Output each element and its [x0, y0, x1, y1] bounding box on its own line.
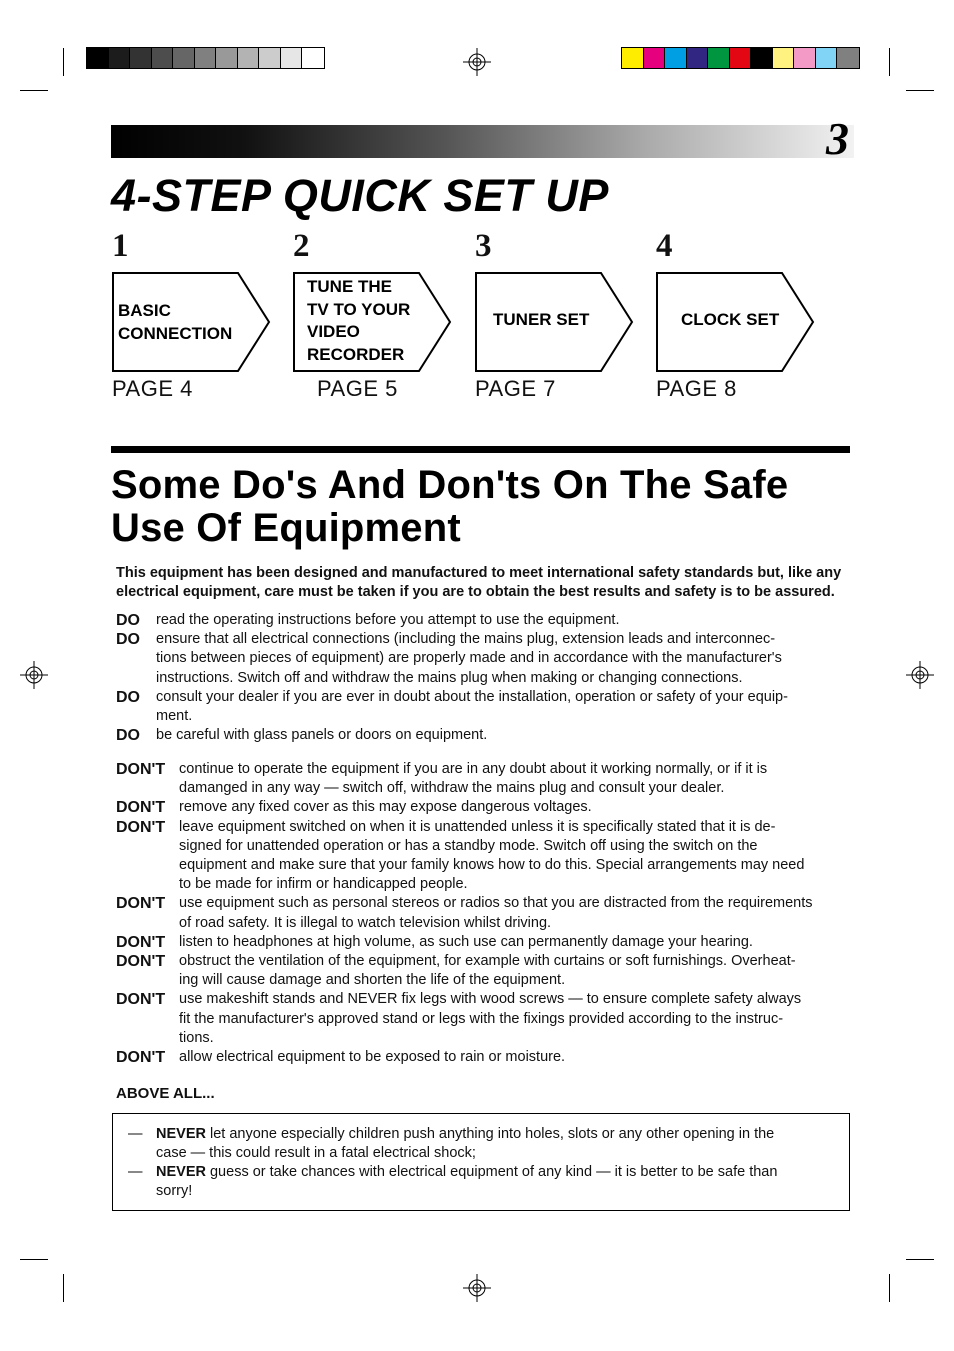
- dont-text-line: tions.: [179, 1029, 214, 1046]
- intro-paragraph: This equipment has been designed and manufactured to meet international safety standards but, like any electrical equipment, care must be taken if you are to obtain the best results and safety is to be assured.: [116, 565, 842, 600]
- step-label: TUNE THE TV TO YOUR VIDEO RECORDER: [307, 277, 411, 364]
- step-arrow-box: [293, 272, 453, 372]
- color-swatch: [109, 48, 131, 68]
- do-label: DO: [116, 631, 140, 649]
- step-arrow-box: [112, 272, 272, 372]
- do-text-line: ment.: [156, 708, 193, 724]
- color-swatch: [87, 48, 109, 68]
- warning-notice-box: — NEVER let anyone especially children push anything into holes, slots or any other opening in the case — this could result in a fatal electrical shock; — NEVER guess or take chances with electrical equipment of any kind — it is better to be safe than sorry!: [112, 1113, 850, 1211]
- dont-label: DON'T: [116, 799, 166, 817]
- color-swatch: [259, 48, 281, 68]
- crop-mark: [889, 1274, 890, 1302]
- crop-mark: [906, 90, 934, 91]
- dont-text-line: signed for unattended operation or has a standby mode. Switch off using the switch on the: [179, 837, 758, 854]
- step-arrow-box: [475, 272, 635, 372]
- step-page-ref: PAGE 4: [112, 376, 193, 401]
- color-swatch: [708, 48, 730, 68]
- color-swatch: [152, 48, 174, 68]
- section-divider: [111, 446, 850, 453]
- do-text-line: ensure that all electrical connections (including the mains plug, extension leads and interconnec-: [156, 631, 776, 648]
- step-arrow-box: [656, 272, 816, 372]
- color-swatch: [302, 48, 324, 68]
- page-title: 4-STEP QUICK SET UP: [111, 170, 609, 221]
- color-swatch: [281, 48, 303, 68]
- step-page-ref: PAGE 8: [656, 376, 737, 401]
- color-swatch: [216, 48, 238, 68]
- dont-text-line: leave equipment switched on when it is unattended unless it is specifically stated that it is de-: [179, 818, 776, 835]
- dont-label: DON'T: [116, 1049, 166, 1066]
- dont-text-line: use makeshift stands and NEVER fix legs with wood screws — to ensure complete safety always: [179, 991, 802, 1008]
- do-text-line: be careful with glass panels or doors on equipment.: [156, 727, 488, 744]
- dont-text-line: remove any fixed cover as this may expose dangerous voltages.: [179, 799, 592, 816]
- section-title: Some Do's And Don'ts On The Safe Use Of Equipment: [111, 463, 789, 550]
- step-number: 2: [293, 228, 310, 264]
- do-text-line: consult your dealer if you are ever in doubt about the installation, operation or safety of your equip-: [156, 688, 788, 705]
- color-swatch: [837, 48, 859, 68]
- crop-mark: [20, 90, 48, 91]
- dont-label: DON'T: [116, 991, 166, 1009]
- step-label: CLOCK SET: [681, 310, 780, 329]
- step-number: 3: [475, 228, 492, 264]
- dont-text-line: damanged in any way — switch off, withdraw the mains plug and consult your dealer.: [179, 780, 725, 797]
- step-label: TUNER SET: [493, 310, 590, 329]
- color-swatch: [773, 48, 795, 68]
- dont-text-line: of road safety. It is illegal to watch television whilst driving.: [179, 914, 552, 931]
- crop-mark: [63, 48, 64, 76]
- step-page-ref: PAGE 7: [475, 376, 556, 401]
- color-swatch: [622, 48, 644, 68]
- page-number: 3: [826, 113, 849, 164]
- color-swatch: [816, 48, 838, 68]
- step-number: 4: [656, 228, 673, 264]
- registration-mark-icon: [20, 661, 48, 689]
- color-calibration-bar: [621, 47, 860, 69]
- dont-text-line: to be made for infirm or handicapped people.: [179, 876, 468, 893]
- dont-label: DON'T: [116, 895, 166, 913]
- dont-label: DON'T: [116, 818, 166, 836]
- crop-mark: [906, 1259, 934, 1260]
- crop-mark: [20, 1259, 48, 1260]
- dont-text-line: allow electrical equipment to be exposed to rain or moisture.: [179, 1049, 566, 1065]
- do-text-line: instructions. Switch off and withdraw the mains plug when making or changing connections.: [156, 669, 743, 686]
- color-swatch: [173, 48, 195, 68]
- dont-text-line: equipment and make sure that your family knows how to do this. Special arrangements may need: [179, 857, 805, 873]
- header-gradient-band: [111, 125, 854, 158]
- step-label: BASIC CONNECTION: [118, 301, 233, 343]
- gray-scale-bar: [86, 47, 325, 69]
- do-label: DO: [116, 688, 140, 706]
- do-text-line: tions between pieces of equipment) are properly made and in accordance with the manufacturer's: [156, 650, 782, 667]
- crop-mark: [63, 1274, 64, 1302]
- color-swatch: [195, 48, 217, 68]
- dont-text-line: listen to headphones at high volume, as such use can permanently damage your hearing.: [179, 933, 753, 950]
- color-swatch: [665, 48, 687, 68]
- do-label: DO: [116, 727, 140, 745]
- dont-text-line: continue to operate the equipment if you are in any doubt about it working normally, or if it is: [179, 761, 768, 777]
- color-swatch: [730, 48, 752, 68]
- color-swatch: [751, 48, 773, 68]
- dont-label: DON'T: [116, 761, 166, 778]
- color-swatch: [687, 48, 709, 68]
- dont-text-line: ing will cause damage and shorten the life of the equipment.: [179, 972, 566, 989]
- color-swatch: [794, 48, 816, 68]
- registration-mark-icon: [463, 1274, 491, 1302]
- above-all-heading: ABOVE ALL...: [116, 1085, 215, 1102]
- dont-text-line: fit the manufacturer's approved stand or legs with the fixings provided according to the instruc-: [179, 1010, 784, 1027]
- step-page-ref: PAGE 5: [317, 376, 398, 401]
- color-swatch: [644, 48, 666, 68]
- dont-label: DON'T: [116, 953, 166, 970]
- color-swatch: [130, 48, 152, 68]
- step-number: 1: [112, 228, 129, 264]
- crop-mark: [889, 48, 890, 76]
- dont-text-line: use equipment such as personal stereos or radios so that you are distracted from the requirements: [179, 895, 813, 912]
- registration-mark-icon: [906, 661, 934, 689]
- registration-mark-icon: [463, 48, 491, 76]
- dont-text-line: obstruct the ventilation of the equipment, for example with curtains or soft furnishings. Overheat-: [179, 953, 796, 969]
- do-text-line: read the operating instructions before you attempt to use the equipment.: [156, 612, 620, 628]
- color-swatch: [238, 48, 260, 68]
- do-label: DO: [116, 612, 140, 629]
- dont-label: DON'T: [116, 933, 166, 951]
